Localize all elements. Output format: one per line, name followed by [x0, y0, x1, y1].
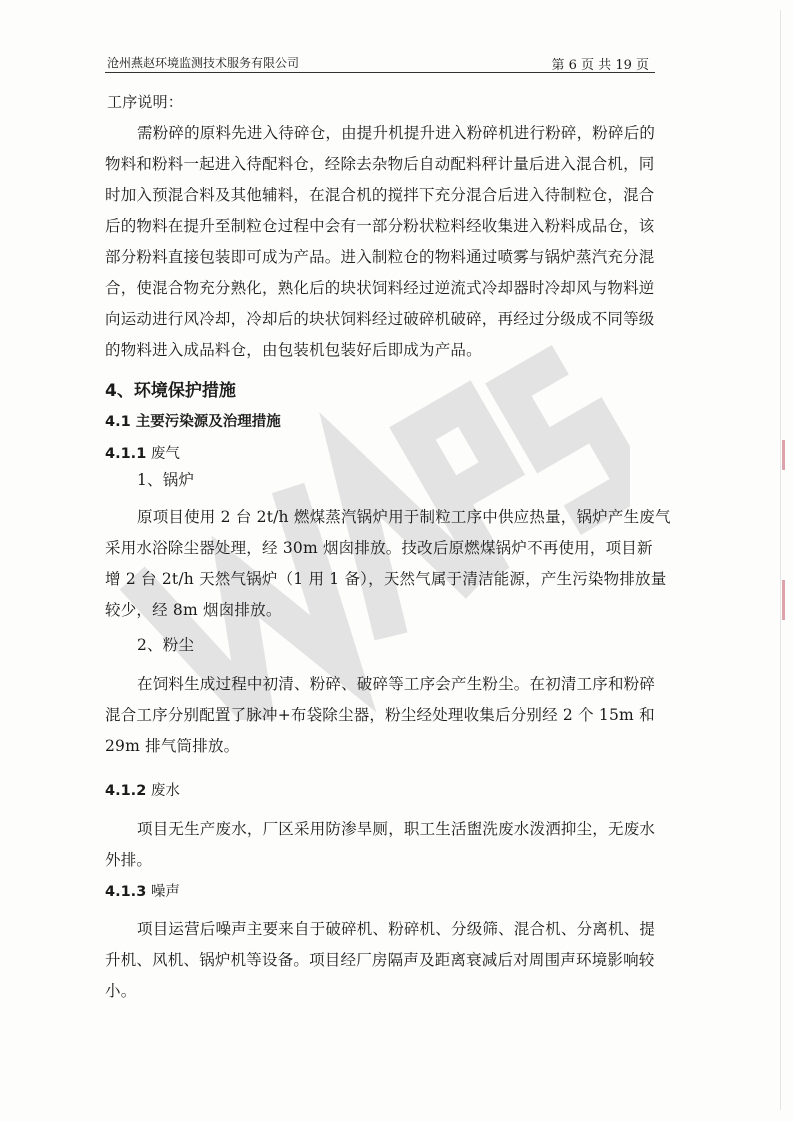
boiler-title: 1、锅炉 — [137, 471, 195, 489]
dust-title: 2、粉尘 — [137, 636, 195, 654]
boiler-line: 原项目使用 2 台 2t/h 燃煤蒸汽锅炉用于制粒工序中供应热量，锅炉产生废气 — [137, 508, 671, 526]
boiler-line: 较少，经 8m 烟囱排放。 — [105, 601, 282, 619]
water-line: 外排。 — [105, 851, 153, 869]
scan-edge-mark — [782, 440, 785, 470]
dust-line: 混合工序分别配置了脉冲+布袋除尘器，粉尘经处理收集后分别经 2 个 15m 和 — [105, 706, 655, 724]
section-number: 4.1.3 — [105, 884, 147, 900]
section-4-1-3-title — [105, 880, 180, 901]
scan-edge-line — [780, 10, 781, 1110]
section-label: 废气 — [146, 446, 180, 462]
header-company: 沧州燕赵环境监测技术服务有限公司 — [107, 56, 300, 70]
dust-line: 在饲料生成过程中初清、粉碎、破碎等工序会产生粉尘。在初清工序和粉碎 — [137, 675, 656, 693]
process-title: 工序说明： — [107, 93, 184, 111]
process-line: 需粉碎的原料先进入待碎仓，由提升机提升进入粉碎机进行粉碎，粉碎后的 — [137, 124, 656, 142]
noise-line: 项目运营后噪声主要来自于破碎机、粉碎机、分级筛、混合机、分离机、提 — [137, 920, 656, 938]
section-4-1-title: 4.1 主要污染源及治理措施 — [105, 414, 281, 430]
noise-line: 升机、风机、锅炉机等设备。项目经厂房隔声及距离衰减后对周围声环境影响较 — [105, 951, 655, 969]
water-line: 项目无生产废水，厂区采用防渗旱厕，职工生活盥洗废水泼洒抑尘，无废水 — [137, 820, 656, 838]
scan-edge-mark — [782, 580, 785, 620]
section-number: 4.1.1 — [105, 446, 147, 462]
header-page-number: 第 6 页 共 19 页 — [551, 58, 649, 73]
page-header — [105, 50, 655, 73]
section-label: 噪声 — [146, 884, 180, 900]
section-4-title: 4、环境保护措施 — [105, 381, 236, 401]
process-line: 的物料进入成品料仓，由包装机包装好后即成为产品。 — [105, 341, 482, 359]
process-line: 部分粉料直接包装即可成为产品。进入制粒仓的物料通过喷雾与锅炉蒸汽充分混 — [105, 248, 655, 266]
noise-line: 小。 — [105, 982, 137, 1000]
dust-line: 29m 排气筒排放。 — [105, 737, 240, 755]
section-4-1-2-title — [105, 779, 180, 800]
section-label: 废水 — [146, 783, 180, 799]
watermark-letter-s — [500, 360, 630, 521]
process-line: 合，使混合物充分熟化，熟化后的块状饲料经过逆流式冷却器时冷却风与物料逆 — [105, 279, 655, 297]
boiler-line: 采用水浴除尘器处理，经 30m 烟囱排放。技改后原燃煤锅炉不再使用，项目新 — [105, 539, 653, 557]
process-line: 时加入预混合料及其他辅料，在混合机的搅拌下充分混合后进入待制粒仓，混合 — [105, 186, 655, 204]
boiler-line: 增 2 台 2t/h 天然气锅炉（1 用 1 备），天然气属于清洁能源，产生污染物排放量 — [105, 570, 667, 588]
section-number: 4.1.2 — [105, 783, 147, 799]
process-line: 物料和粉料一起进入待配料仓，经除去杂物后自动配料秤计量后进入混合机，同 — [105, 155, 655, 173]
process-line: 向运动进行风冷却，冷却后的块状饲料经过破碎机破碎，再经过分级成不同等级 — [105, 310, 655, 328]
process-line: 后的物料在提升至制粒仓过程中会有一部分粉状粒料经收集进入粉料成品仓，该 — [105, 217, 655, 235]
section-4-1-1-title — [105, 442, 180, 463]
